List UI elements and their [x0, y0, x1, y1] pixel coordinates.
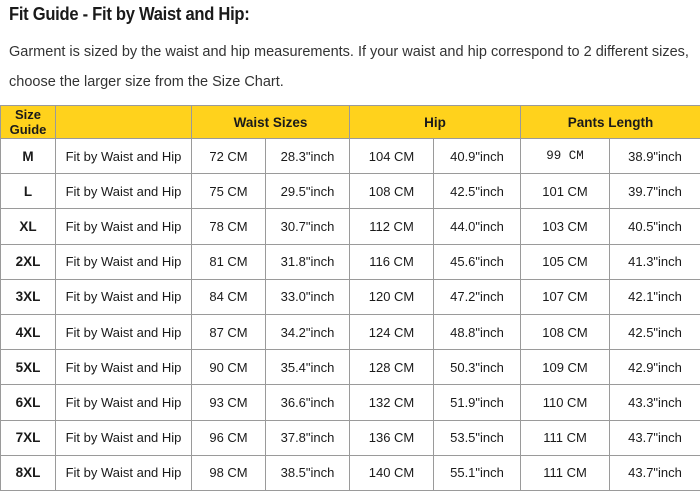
size-chart-table	[0, 105, 700, 491]
length-inch-cell: 43.7"inch	[610, 455, 700, 490]
table-row	[1, 209, 700, 244]
header-waist-sizes: Waist Sizes	[192, 106, 350, 139]
hip-inch-cell: 48.8"inch	[434, 314, 521, 349]
hip-cm-cell: 116 CM	[350, 244, 434, 279]
hip-inch-cell: 40.9"inch	[434, 139, 521, 174]
hip-inch-cell: 55.1"inch	[434, 455, 521, 490]
table-row	[1, 279, 700, 314]
table-row	[1, 174, 700, 209]
length-inch-cell: 42.1"inch	[610, 279, 700, 314]
waist-cm-cell: 75 CM	[192, 174, 266, 209]
header-size-guide-line1: Size	[14, 107, 41, 122]
header-size-guide	[1, 106, 56, 139]
hip-cm-cell: 128 CM	[350, 350, 434, 385]
waist-inch-cell: 30.7"inch	[266, 209, 350, 244]
waist-inch-cell: 35.4"inch	[266, 350, 350, 385]
waist-inch-cell: 31.8"inch	[266, 244, 350, 279]
waist-cm-cell: 93 CM	[192, 385, 266, 420]
length-cm-cell: 101 CM	[521, 174, 610, 209]
fit-cell: Fit by Waist and Hip	[56, 279, 192, 314]
hip-cm-cell: 140 CM	[350, 455, 434, 490]
size-cell: 5XL	[1, 350, 56, 385]
length-inch-cell: 42.5"inch	[610, 314, 700, 349]
length-inch-cell: 43.3"inch	[610, 385, 700, 420]
length-cm-cell: 105 CM	[521, 244, 610, 279]
header-hip: Hip	[350, 106, 521, 139]
fit-cell: Fit by Waist and Hip	[56, 385, 192, 420]
waist-cm-cell: 78 CM	[192, 209, 266, 244]
waist-inch-cell: 34.2"inch	[266, 314, 350, 349]
fit-cell: Fit by Waist and Hip	[56, 244, 192, 279]
table-header-row	[1, 106, 700, 139]
size-cell: 2XL	[1, 244, 56, 279]
length-inch-cell: 38.9"inch	[610, 139, 700, 174]
hip-cm-cell: 124 CM	[350, 314, 434, 349]
hip-inch-cell: 44.0"inch	[434, 209, 521, 244]
size-cell: L	[1, 174, 56, 209]
length-cm-cell: 111 CM	[521, 455, 610, 490]
fit-cell: Fit by Waist and Hip	[56, 350, 192, 385]
size-cell: M	[1, 139, 56, 174]
hip-cm-cell: 112 CM	[350, 209, 434, 244]
table-row	[1, 420, 700, 455]
length-inch-cell: 40.5"inch	[610, 209, 700, 244]
table-row	[1, 455, 700, 490]
waist-cm-cell: 84 CM	[192, 279, 266, 314]
fit-cell: Fit by Waist and Hip	[56, 139, 192, 174]
waist-inch-cell: 29.5"inch	[266, 174, 350, 209]
fit-cell: Fit by Waist and Hip	[56, 314, 192, 349]
table-row	[1, 385, 700, 420]
hip-cm-cell: 132 CM	[350, 385, 434, 420]
length-cm-cell: 111 CM	[521, 420, 610, 455]
page-title: Fit Guide - Fit by Waist and Hip:	[9, 4, 250, 24]
hip-inch-cell: 42.5"inch	[434, 174, 521, 209]
length-cm-cell: 110 CM	[521, 385, 610, 420]
waist-cm-cell: 87 CM	[192, 314, 266, 349]
size-cell: 8XL	[1, 455, 56, 490]
header-pants-length: Pants Length	[521, 106, 700, 139]
fit-cell: Fit by Waist and Hip	[56, 455, 192, 490]
length-cm-cell: 108 CM	[521, 314, 610, 349]
waist-cm-cell: 81 CM	[192, 244, 266, 279]
waist-inch-cell: 33.0"inch	[266, 279, 350, 314]
hip-inch-cell: 53.5"inch	[434, 420, 521, 455]
length-inch-cell: 42.9"inch	[610, 350, 700, 385]
waist-cm-cell: 72 CM	[192, 139, 266, 174]
hip-cm-cell: 104 CM	[350, 139, 434, 174]
fit-cell: Fit by Waist and Hip	[56, 174, 192, 209]
hip-cm-cell: 136 CM	[350, 420, 434, 455]
hip-inch-cell: 50.3"inch	[434, 350, 521, 385]
table-row	[1, 139, 700, 174]
hip-inch-cell: 47.2"inch	[434, 279, 521, 314]
length-cm-cell: 107 CM	[521, 279, 610, 314]
waist-cm-cell: 96 CM	[192, 420, 266, 455]
size-cell: 6XL	[1, 385, 56, 420]
hip-cm-cell: 120 CM	[350, 279, 434, 314]
hip-inch-cell: 45.6"inch	[434, 244, 521, 279]
waist-cm-cell: 98 CM	[192, 455, 266, 490]
size-cell: 3XL	[1, 279, 56, 314]
waist-inch-cell: 28.3"inch	[266, 139, 350, 174]
table-row	[1, 244, 700, 279]
table-row	[1, 314, 700, 349]
waist-inch-cell: 38.5"inch	[266, 455, 350, 490]
length-cm-cell: 109 CM	[521, 350, 610, 385]
size-cell: 4XL	[1, 314, 56, 349]
table-row	[1, 350, 700, 385]
fit-cell: Fit by Waist and Hip	[56, 420, 192, 455]
size-cell: 7XL	[1, 420, 56, 455]
hip-cm-cell: 108 CM	[350, 174, 434, 209]
size-cell: XL	[1, 209, 56, 244]
waist-inch-cell: 36.6"inch	[266, 385, 350, 420]
length-cm-cell: 103 CM	[521, 209, 610, 244]
intro-text: Garment is sized by the waist and hip measurements. If your waist and hip correspond to 2 different sizes, choose the larger size from the Size Chart.	[9, 44, 689, 90]
length-inch-cell: 43.7"inch	[610, 420, 700, 455]
waist-cm-cell: 90 CM	[192, 350, 266, 385]
header-size-guide-line2: Guide	[9, 122, 47, 137]
fit-cell: Fit by Waist and Hip	[56, 209, 192, 244]
header-blank	[56, 106, 192, 139]
length-cm-cell: 99 CM	[521, 139, 610, 174]
length-inch-cell: 41.3"inch	[610, 244, 700, 279]
waist-inch-cell: 37.8"inch	[266, 420, 350, 455]
hip-inch-cell: 51.9"inch	[434, 385, 521, 420]
length-inch-cell: 39.7"inch	[610, 174, 700, 209]
